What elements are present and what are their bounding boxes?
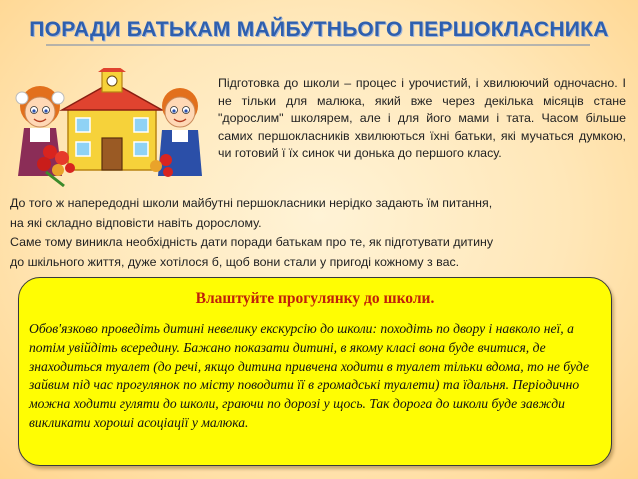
slide-title: ПОРАДИ БАТЬКАМ МАЙБУТНЬОГО ПЕРШОКЛАСНИКА	[29, 18, 609, 41]
tip-text: Обов'язково проведіть дитині невелику екскурсію до школи: походіть по двору і навколо неї, а потім увійдіть всередину. Бажано показати дитині, в якому класі вона буде вчитися, де знаходиться туалет (до речі, якщо дитина привчена ходити в туалет тільки вдома, то не буде зайвим під час прогулянок по місту поводити її в громадські туалети) та їдальня. Періодично можна ходити гуляти до школи, граючи по дорозі у щось. Так дорога до школи буде завжди викликати хороші асоціації у малюка.	[29, 321, 589, 430]
advice-intro-line: до шкільного життя, дуже хотілося б, щоб вони стали у пригоді кожному з вас.	[10, 254, 460, 269]
school-children-illustration	[10, 68, 210, 188]
school-building	[62, 68, 162, 170]
tip-title: Влаштуйте прогулянку до школи.	[195, 290, 435, 307]
advice-intro-line: на які складно відповісти навіть дорослому.	[10, 215, 262, 230]
advice-intro-line: Саме тому виникла необхідність дати поради батькам про те, як підготувати дитину	[10, 235, 494, 249]
title-underline	[46, 44, 590, 46]
advice-intro-paragraph	[10, 194, 630, 272]
boy-figure	[150, 88, 202, 177]
tip-box	[18, 277, 612, 466]
intro-paragraph: Підготовка до школи – процес і урочистий, і хвилюючий одночасно. І не тільки для малюка, який вже через декілька місяців стане "дорослим" школярем, але і для його мами і тата. Часом більше самих першокласників хвилюються їхні батьки, які мучаться думкою, чи готовий ї їх синок чи донька до першого класу.	[218, 76, 626, 160]
advice-intro-line: До того ж напередодні школи майбутні першокласники нерідко задають їм питання,	[10, 196, 493, 210]
